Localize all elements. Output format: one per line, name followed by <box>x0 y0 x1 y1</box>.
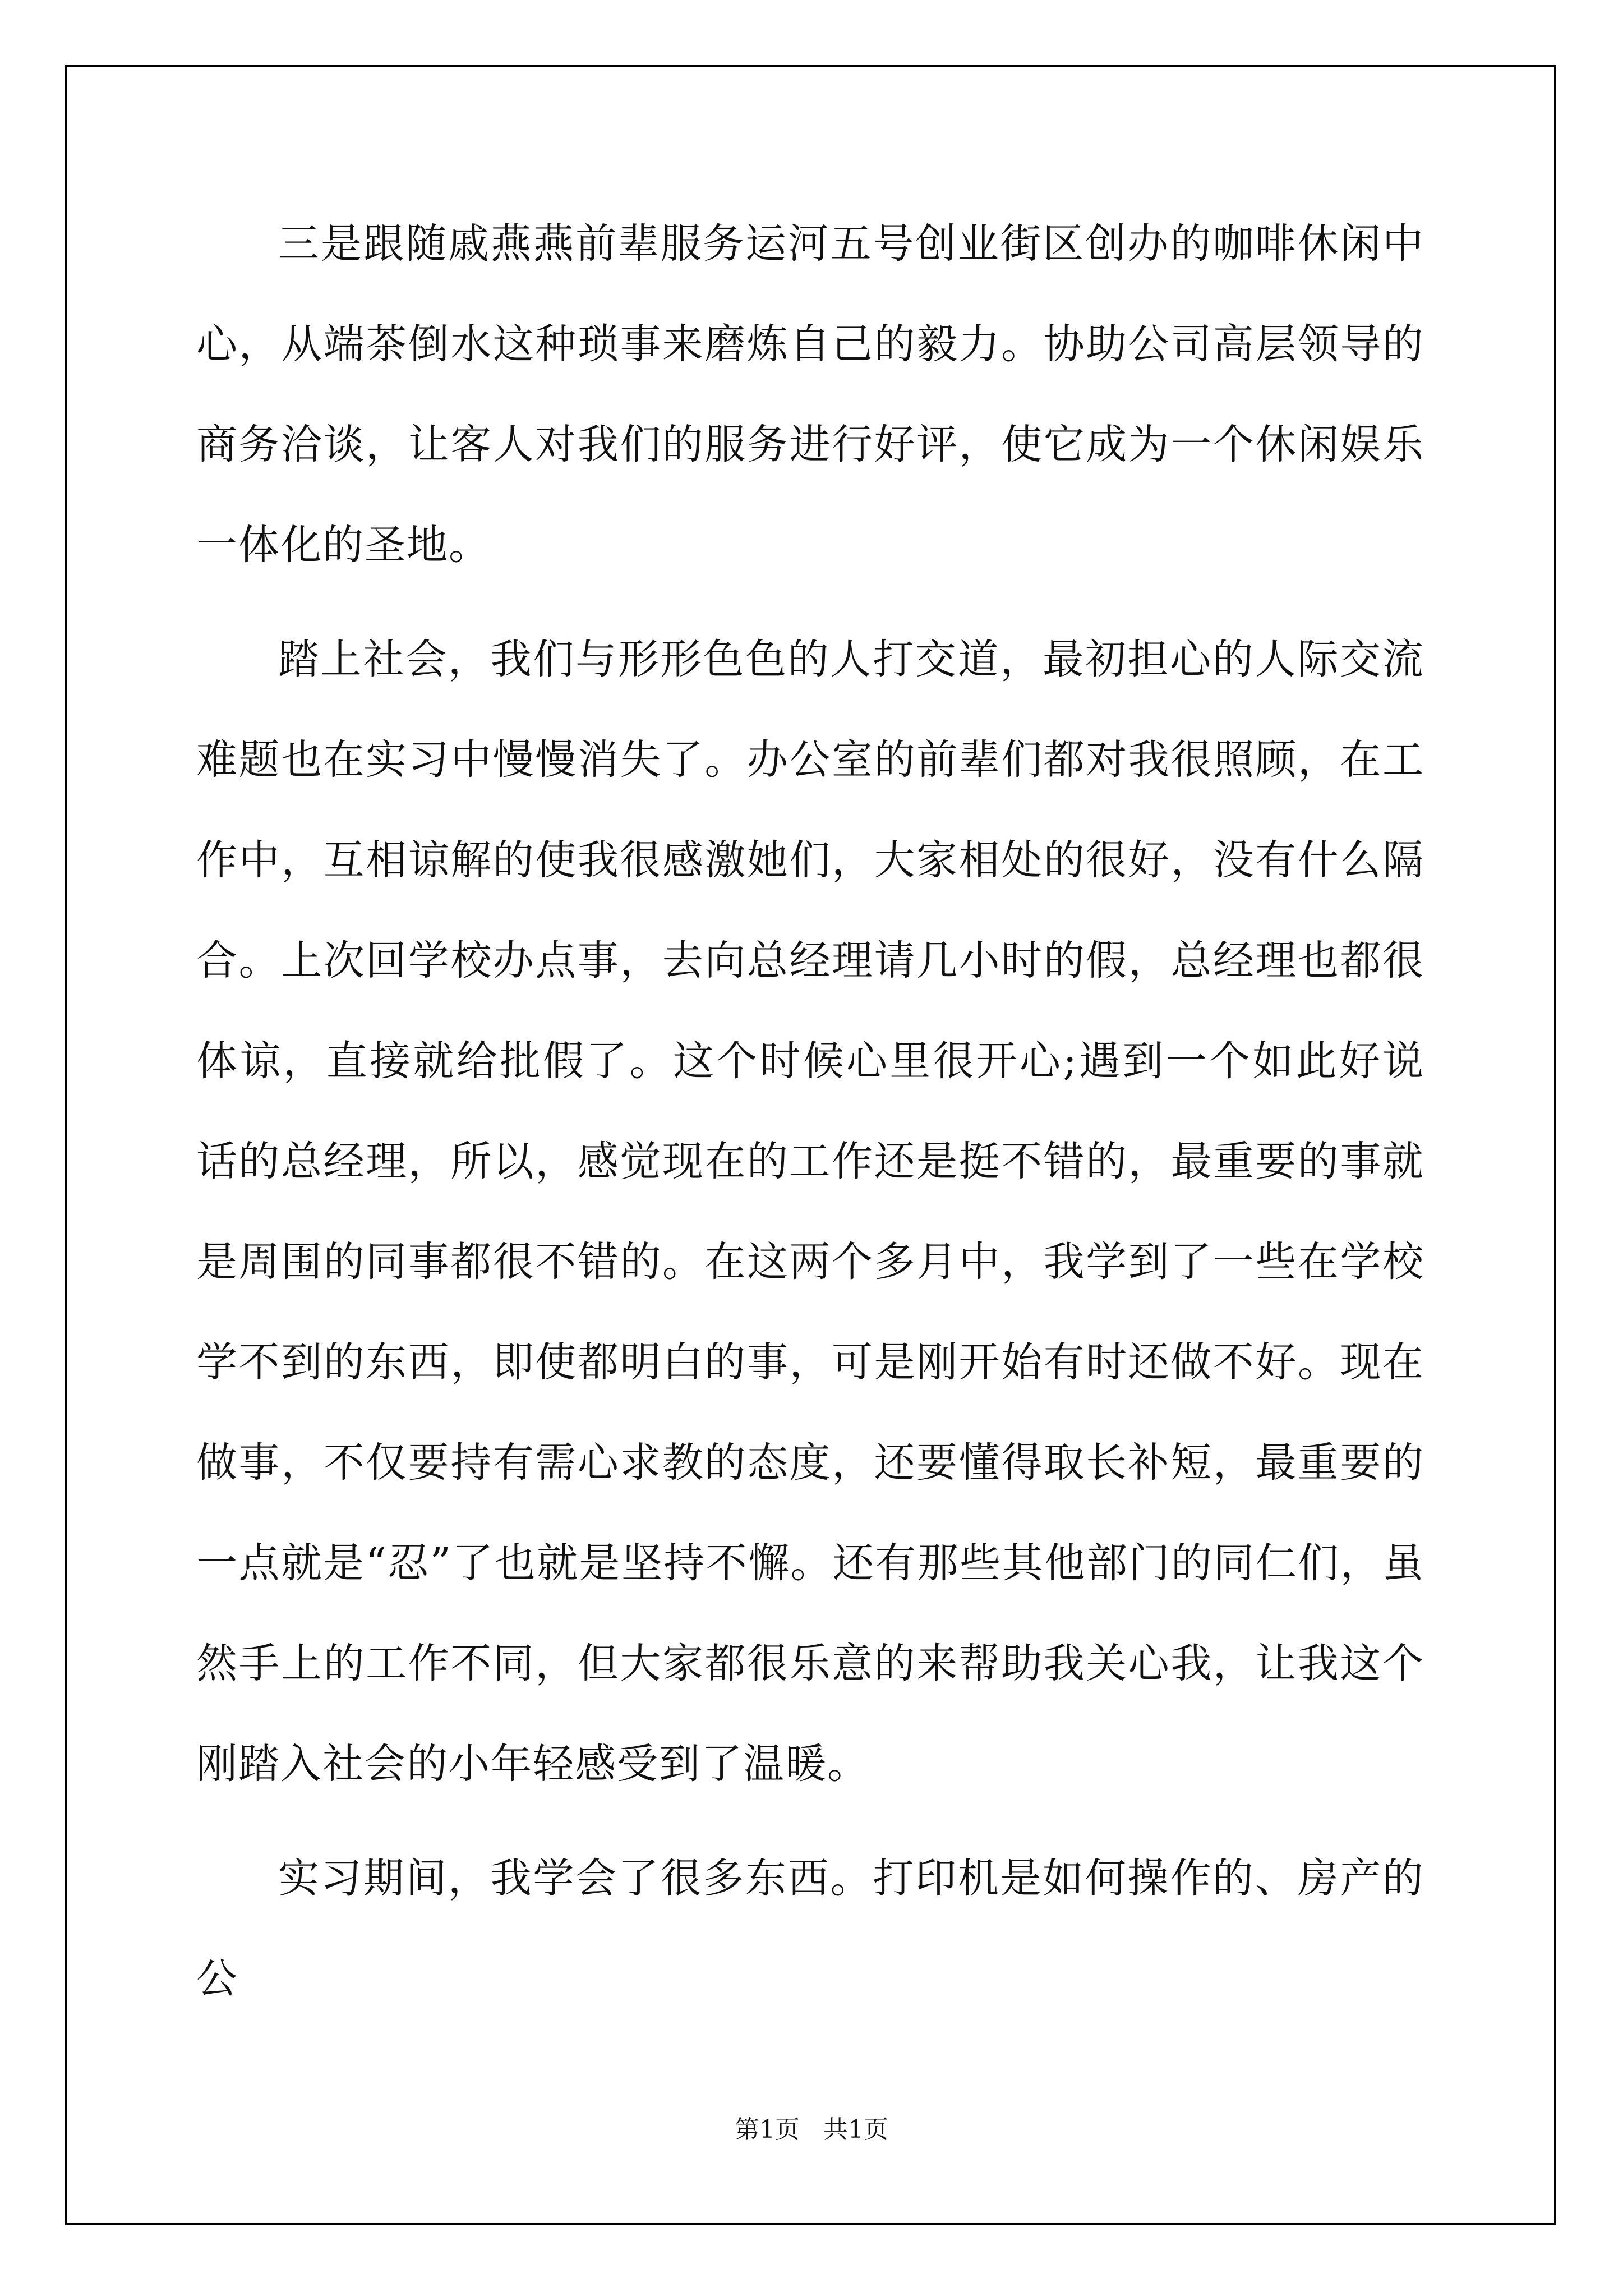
document-body <box>196 194 1424 2043</box>
paragraph-3: 实习期间，我学会了很多东西。打印机是如何操作的、房产的公 <box>196 1855 1424 2003</box>
page-number-footer: 第1页 共1页 <box>735 2115 888 2144</box>
paragraph-2: 踏上社会，我们与形形色色的人打交道，最初担心的人际交流难题也在实习中慢慢消失了。办公室的前辈们都对我很照顾，在工作中，互相谅解的使我很感激她们，大家相处的很好，没有什么隔合。上次回学校办点事，去向总经理请几小时的假，总经理也都很体谅，直接就给批假了。这个时候心里很开心;遇到一个如此好说话的总经理，所以，感觉现在的工作还是挺不错的，最重要的事就是周围的同事都很不错的。在这两个多月中，我学到了一些在学校学不到的东西，即使都明白的事，可是刚开始有时还做不好。现在做事，不仅要持有需心求教的态度，还要懂得取长补短，最重要的一点就是“忍”了也就是坚持不懈。还有那些其他部门的同仁们，虽然手上的工作不同，但大家都很乐意的来帮助我关心我，让我这个刚踏入社会的小年轻感受到了温暖。 <box>196 636 1424 1788</box>
paragraph-1: 三是跟随戚燕燕前辈服务运河五号创业街区创办的咖啡休闲中心，从端茶倒水这种琐事来磨炼自己的毅力。协助公司高层领导的商务洽谈，让客人对我们的服务进行好评，使它成为一个休闲娱乐一体化的圣地。 <box>196 220 1424 569</box>
